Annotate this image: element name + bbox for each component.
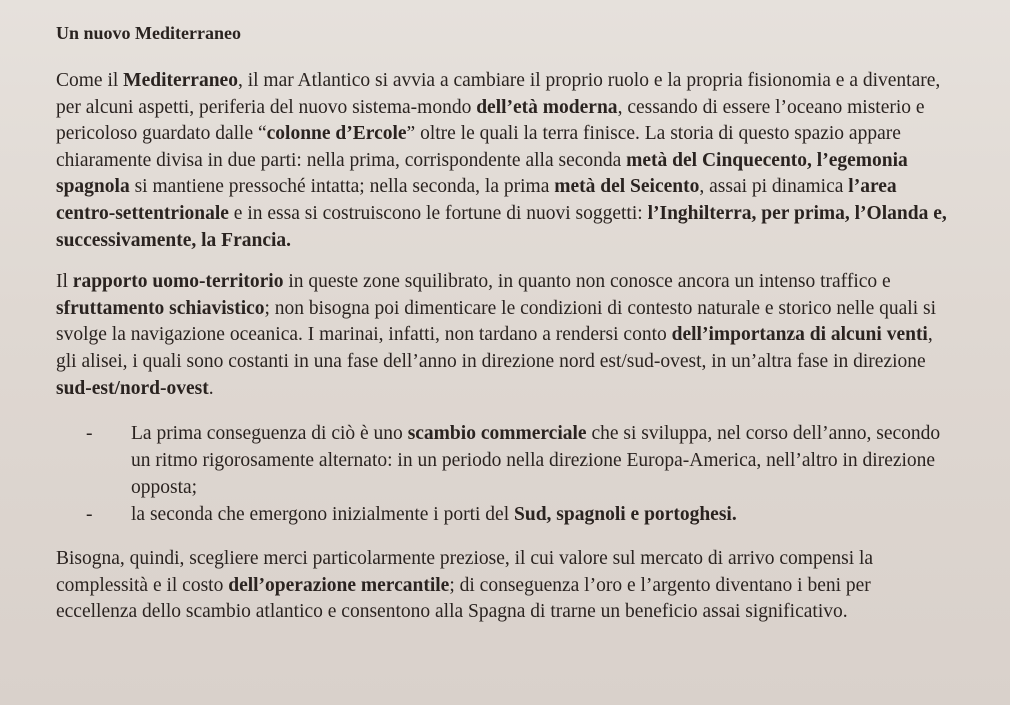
paragraph-rapporto-uomo-territorio [56, 269, 956, 402]
bullet-dash: - [86, 423, 93, 445]
bold-text-run: sud-est/nord-ovest [56, 377, 209, 399]
bold-text-run: colonne d’Ercole [266, 123, 407, 145]
bold-text-run: rapporto uomo-territorio [72, 271, 284, 293]
text-run: , cessando di essere l’oceano misterio e pericoloso guardato dalle “ [56, 96, 925, 145]
text-run: e in essa si costruiscono le fortune di nuovi soggetti: [228, 202, 648, 224]
text-run: in queste zone squilibrato, in quanto non conosce ancora un intenso traffico e [283, 271, 891, 293]
text-run: , il mar Atlantico si avvia a cambiare il proprio ruolo e la propria fisionomia e a diventare, per alcuni aspetti, periferia del nuovo sistema-mondo [56, 70, 941, 118]
section-heading: Un nuovo Mediterraneo [56, 23, 241, 43]
bold-text-run: dell’importanza di alcuni venti [671, 324, 928, 346]
bullet-dash: - [86, 504, 93, 526]
list-item [86, 420, 956, 501]
bold-text-run: l’Inghilterra, per prima, l’Olanda e, successivamente, la Francia. [56, 202, 947, 251]
text-run: si mantiene pressoché intatta; nella seconda, la prima [129, 176, 555, 198]
paragraph-merci-preziose [56, 546, 956, 626]
text-run: ” oltre le quali la terra finisce. La storia di questo spazio appare chiaramente divisa in due parti: nella prima, corrispondente alla seconda [56, 123, 901, 171]
list-item [86, 501, 956, 528]
text-run: La prima conseguenza di ciò è uno [131, 423, 408, 445]
bold-text-run: metà del Seicento [554, 176, 700, 198]
bold-text-run: dell’età moderna [476, 96, 618, 118]
text-run: che si sviluppa, nel corso dell’anno, secondo un ritmo rigorosamente alternato: in un periodo nella direzione Europa-America, nell’altro in direzione opposta; [131, 423, 941, 499]
text-run: , gli alisei, i quali sono costanti in una fase dell’anno in direzione nord est/sud-ovest, in un’altra fase in direzione [56, 324, 933, 372]
text-run: , assai pi dinamica [699, 176, 849, 198]
bold-text-run: Sud, spagnoli e portoghesi. [514, 504, 737, 526]
bold-text-run: l’area centro-settentrionale [56, 176, 897, 224]
bold-text-run: sfruttamento schiavistico [56, 297, 265, 319]
text-run: ; non bisogna poi dimenticare le condizioni di contesto naturale e storico nelle quali si svolge la navigazione oceanica. I marinai, infatti, non tardano a rendersi conto [56, 297, 936, 346]
text-run: ; di conseguenza l’oro e l’argento diventano i beni per eccellenza dello scambio atlantico e consentono alla Spagna di trarne un beneficio assai significativo. [56, 574, 871, 623]
bold-text-run: scambio commerciale [407, 423, 587, 445]
bold-text-run: Mediterraneo [123, 70, 238, 91]
list-item-text [131, 423, 940, 498]
text-run: Bisogna, quindi, scegliere merci particolarmente preziose, il cui valore sul mercato di arrivo compensi la complessità e il costo [56, 548, 874, 596]
text-run: Come il [56, 70, 124, 91]
bold-text-run: metà del Cinquecento, l’egemonia spagnola [56, 149, 908, 198]
text-run: Il [56, 271, 73, 293]
paragraph-mediterraneo [56, 68, 956, 254]
text-run: . [208, 377, 214, 399]
consequences-list [86, 420, 956, 528]
text-run: la seconda che emergono inizialmente i porti del [131, 504, 515, 526]
document-page [56, 22, 956, 626]
bold-text-run: dell’operazione mercantile [228, 574, 450, 596]
list-item-text [131, 504, 737, 525]
